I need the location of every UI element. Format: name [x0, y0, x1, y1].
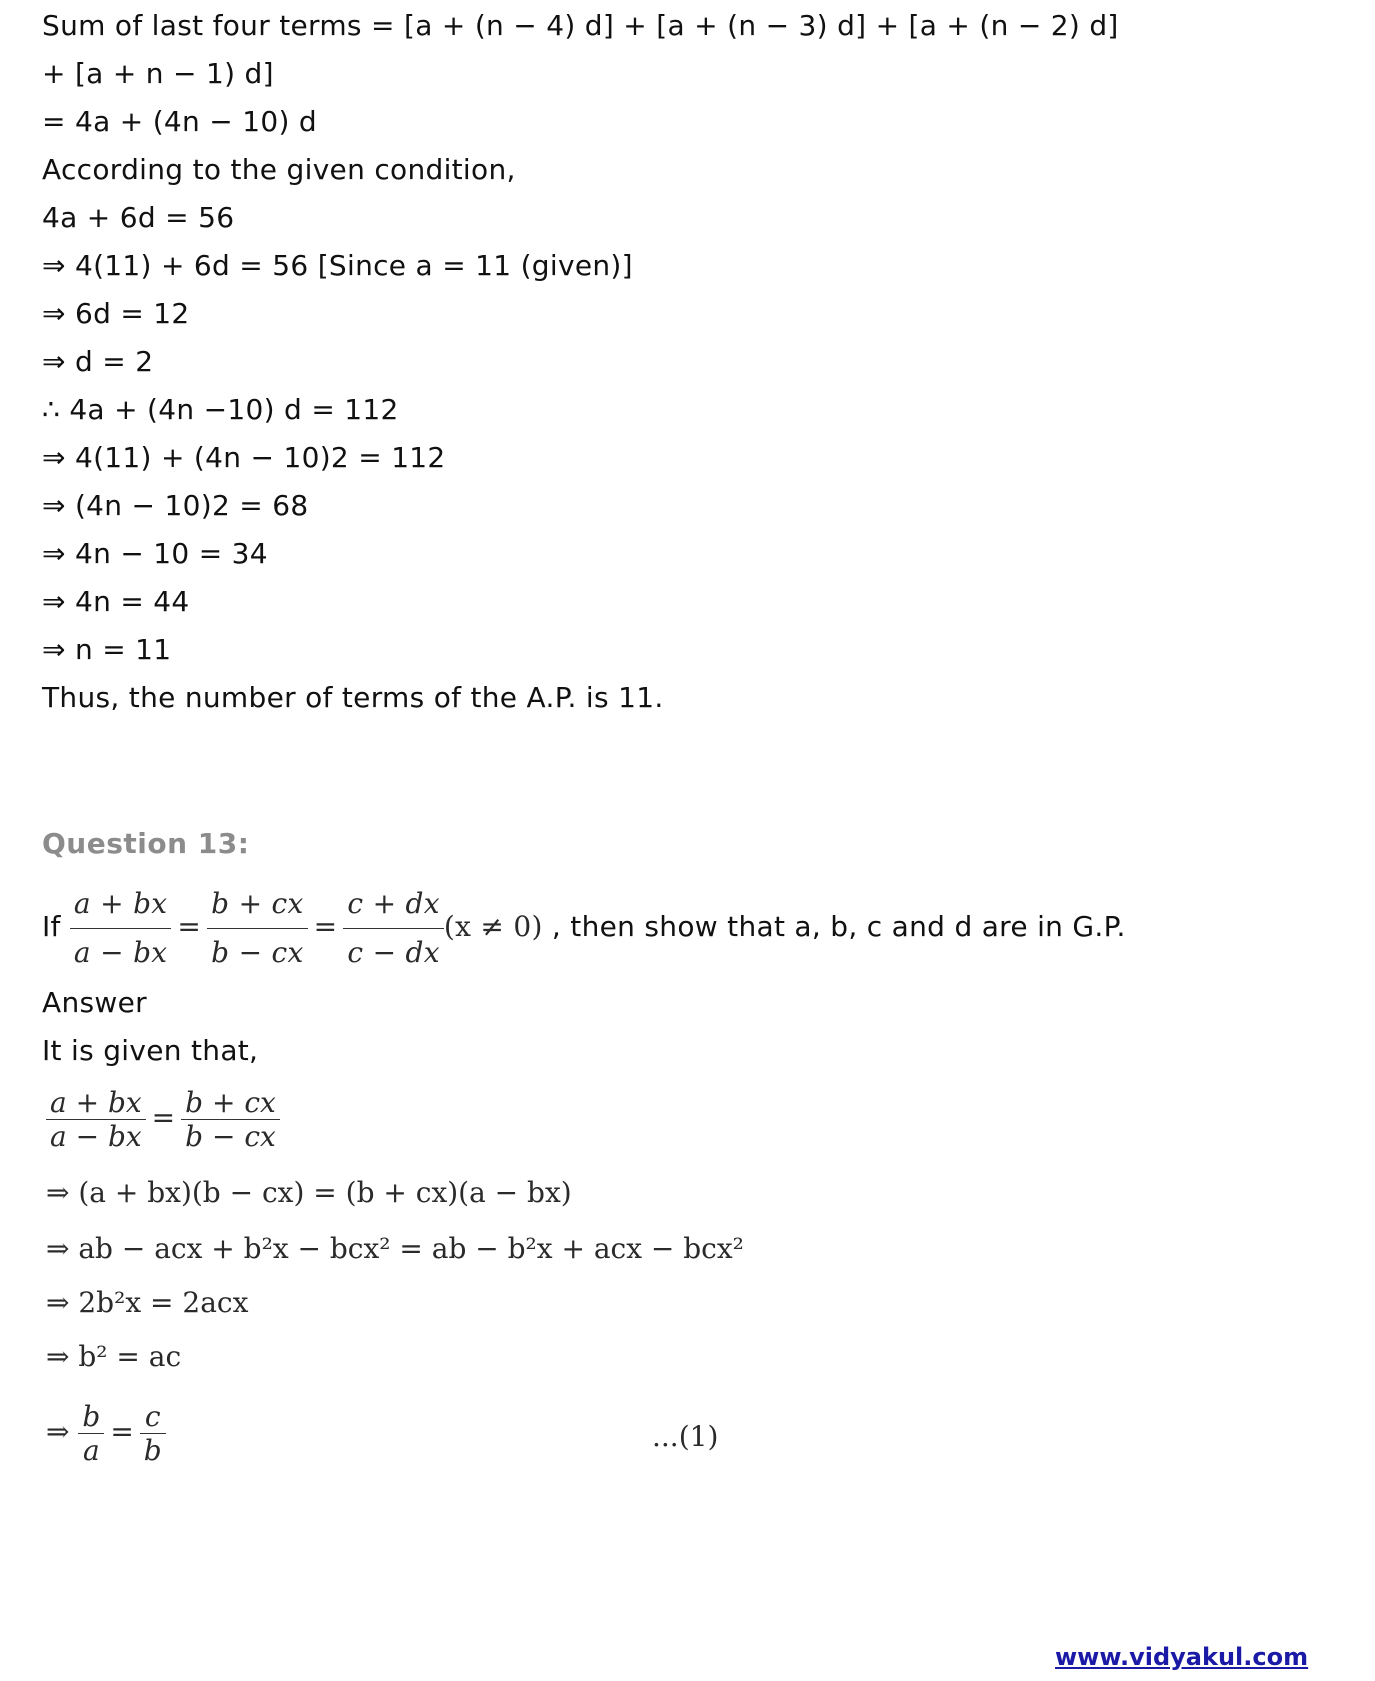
text-line: ⇒ n = 11 — [42, 633, 172, 666]
equation-fractions: $\frac{a + bx}{a - bx}$ = $\frac{b + cx}{b - cx}$ = $\frac{c + dx}{c - dx}$ (x ≠ 0) — [70, 910, 552, 943]
fraction: $\frac{c + dx}{c - dx}$ — [343, 880, 443, 977]
text-line: 4a + 6d = 56 — [42, 201, 235, 234]
question-statement — [42, 880, 1126, 977]
text-line: ∴ 4a + (4n −10) d = 112 — [42, 393, 399, 426]
question-title: Question 13: — [42, 827, 250, 860]
answer-label: Answer — [42, 986, 147, 1019]
fraction: $\frac{b + cx}{b - cx}$ — [181, 1086, 280, 1153]
text-line: Sum of last four terms = [a + (n − 4) d] + [a + (n − 3) d] + [a + (n − 2) d] — [42, 9, 1119, 42]
fraction: $\frac{a + bx}{a - bx}$ — [70, 880, 171, 977]
fraction: $\frac{b + cx}{b - cx}$ — [207, 880, 307, 977]
math-step: ⇒ $\frac{b}{a}$ = $\frac{c}{b}$ — [46, 1400, 166, 1467]
math-step: ⇒ (a + bx)(b − cx) = (b + cx)(a − bx) — [46, 1176, 572, 1209]
text-line: ⇒ 4n − 10 = 34 — [42, 537, 268, 570]
math-step: ⇒ b² = ac — [46, 1340, 182, 1373]
text-line: ⇒ 4n = 44 — [42, 585, 190, 618]
equation-tag: ...(1) — [652, 1420, 719, 1453]
question-tail: , then show that a, b, c and d are in G.P. — [551, 910, 1126, 943]
condition: (x ≠ 0) — [443, 910, 543, 943]
fraction: $\frac{a + bx}{a - bx}$ — [46, 1086, 146, 1153]
text-line: ⇒ d = 2 — [42, 345, 154, 378]
math-step: ⇒ ab − acx + b²x − bcx² = ab − b²x + acx − bcx² — [46, 1232, 744, 1265]
given-text: It is given that, — [42, 1034, 259, 1067]
text-line: ⇒ 4(11) + (4n − 10)2 = 112 — [42, 441, 446, 474]
text-line: According to the given condition, — [42, 153, 516, 186]
math-step: ⇒ 2b²x = 2acx — [46, 1286, 249, 1319]
fraction: $\frac{c}{b}$ — [140, 1400, 166, 1467]
footer-link[interactable]: www.vidyakul.com — [1055, 1643, 1309, 1671]
text-line: ⇒ (4n − 10)2 = 68 — [42, 489, 309, 522]
math-step: $\frac{a + bx}{a - bx}$ = $\frac{b + cx}{b - cx}$ — [46, 1086, 280, 1153]
text-line: ⇒ 6d = 12 — [42, 297, 190, 330]
text-line: + [a + n − 1) d] — [42, 57, 274, 90]
if-word: If — [42, 910, 61, 943]
fraction: $\frac{b}{a}$ — [78, 1400, 104, 1467]
text-line: ⇒ 4(11) + 6d = 56 [Since a = 11 (given)] — [42, 249, 633, 282]
text-line: = 4a + (4n − 10) d — [42, 105, 317, 138]
conclusion-text: Thus, the number of terms of the A.P. is 11. — [42, 681, 664, 714]
